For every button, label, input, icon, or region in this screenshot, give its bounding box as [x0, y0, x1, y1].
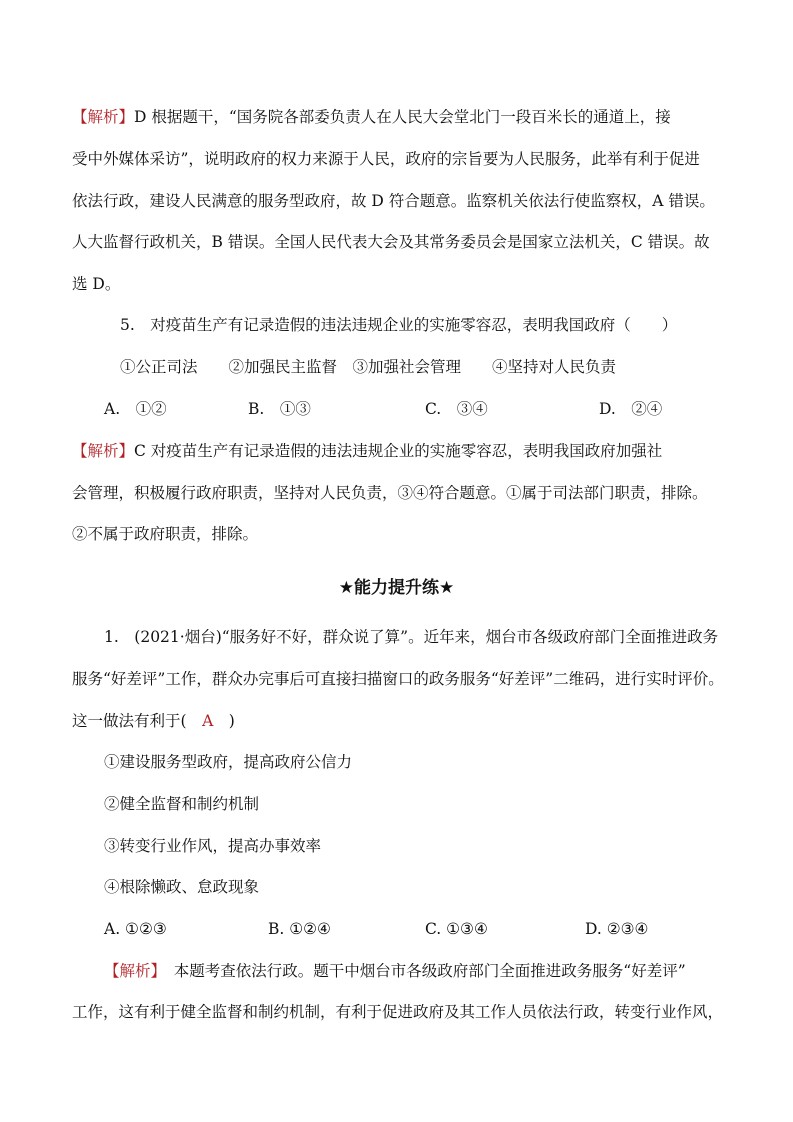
analysis-tag: 【解析】: [72, 442, 135, 460]
analysis-paragraph-line: 依法行政，建设人民满意的服务型政府，故 D 符合题意。监察机关依法行使监察权，A 错误。: [72, 192, 715, 210]
section-heading: ★能力提升练★: [338, 578, 455, 598]
statement-1: ①建设服务型政府，提高政府公信力: [104, 753, 353, 771]
question-stem: 服务“好差评”工作，群众办完事后可直接扫描窗口的政务服务“好差评”二维码，进行实时评价。: [72, 670, 724, 688]
analysis-paragraph-line: [72, 441, 662, 461]
analysis-paragraph-line: 工作，这有利于健全监督和制约机制，有利于促进政府及其工作人员依法行政，转变行业作风，: [72, 1003, 724, 1021]
question-stem: 1. (2021·烟台)“服务好不好，群众说了算”。近年来，烟台市各级政府部门全面推进政务: [104, 628, 719, 646]
option-a: A. ①②③: [104, 920, 167, 938]
stem-prefix: 这一做法有利于(: [72, 712, 203, 730]
option-b: B. ①②④: [268, 920, 331, 938]
analysis-text: D 根据题干，“国务院各部委负责人在人民大会堂北门一段百米长的通道上，接: [134, 108, 671, 126]
statement-3: ③转变行业作风，提高办事效率: [104, 837, 322, 855]
option-c: C. ③④: [425, 400, 488, 418]
answer-marker: A: [202, 712, 214, 730]
statement-2: ②健全监督和制约机制: [104, 795, 260, 813]
question-stem: [72, 711, 235, 731]
option-d: D. ②④: [599, 400, 663, 418]
analysis-paragraph-line: ②不属于政府职责，排除。: [72, 525, 259, 543]
statement-4: ④根除懒政、怠政现象: [104, 878, 260, 896]
question-stem: 5. 对疫苗生产有记录造假的违法违规企业的实施零容忍，表明我国政府（ ）: [120, 316, 678, 334]
stem-suffix: ): [213, 712, 235, 730]
option-a: A. ①②: [104, 400, 167, 418]
analysis-paragraph-line: 人大监督行政机关，B 错误。全国人民代表大会及其常务委员会是国家立法机关，C 错误。故: [72, 233, 710, 251]
analysis-paragraph-line: [72, 107, 671, 127]
analysis-paragraph-line: 会管理，积极履行政府职责，坚持对人民负责，③④符合题意。①属于司法部门职责，排除。: [72, 484, 708, 502]
option-b: B. ①③: [248, 400, 311, 418]
question-statements: ①公正司法 ②加强民主监督 ③加强社会管理 ④坚持对人民负责: [120, 358, 617, 376]
option-d: D. ②③④: [585, 920, 649, 938]
analysis-text: C 对疫苗生产有记录造假的违法违规企业的实施零容忍，表明我国政府加强社: [134, 442, 663, 460]
analysis-tag: 【解析】: [104, 962, 159, 980]
analysis-paragraph-line: [104, 961, 686, 981]
option-c: C. ①③④: [425, 920, 488, 938]
analysis-paragraph-line: 受中外媒体采访”，说明政府的权力来源于人民，政府的宗旨要为人民服务，此举有利于促进: [72, 150, 700, 168]
analysis-tag: 【解析】: [72, 108, 135, 126]
analysis-text: 本题考查依法行政。题干中烟台市各级政府部门全面推进政务服务“好差评”: [158, 962, 686, 980]
analysis-paragraph-line: 选 D。: [72, 275, 121, 293]
